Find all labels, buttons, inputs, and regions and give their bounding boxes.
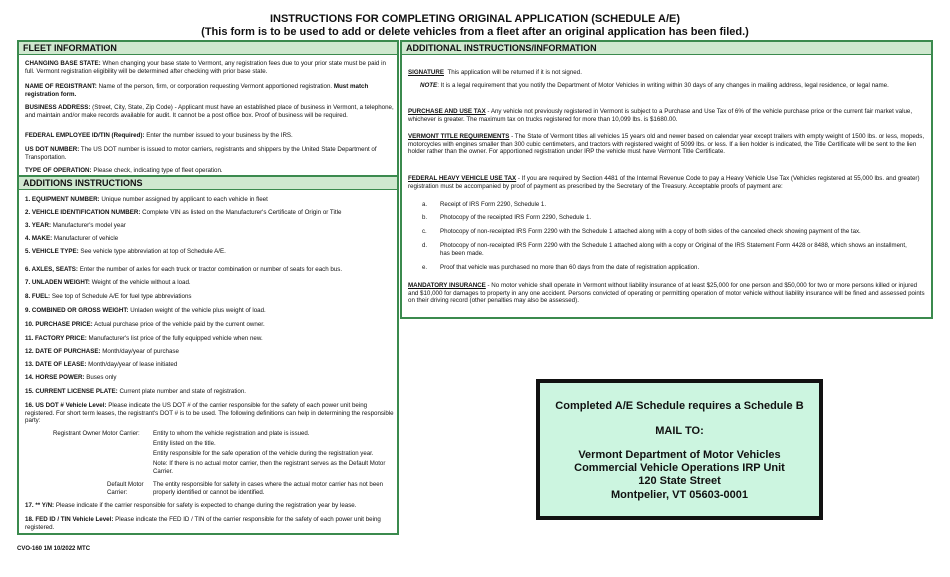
default-motor-carrier-label: Default Motor Carrier: [107, 481, 144, 496]
signature-note: SIGNATURE This application will be returned if it is not signed. [408, 69, 582, 76]
additions-instructions-header: ADDITIONS INSTRUCTIONS [19, 177, 397, 190]
mail-address-line: Vermont Department of Motor Vehicles [578, 449, 781, 461]
owner-line: Entity to whom the vehicle registration and plate is issued. [153, 430, 310, 437]
instruction-item: 9. COMBINED OR GROSS WEIGHT: Unladen weight of the vehicle plus weight of load. [25, 307, 266, 314]
proof-letter: c. [422, 228, 427, 235]
mail-address-line: Commercial Vehicle Operations IRP Unit [574, 462, 785, 474]
instruction-item: 1. EQUIPMENT NUMBER: Unique number assigned by applicant to each vehicle in fleet [25, 196, 268, 203]
instruction-item: 15. CURRENT LICENSE PLATE: Current plate number and state of registration. [25, 388, 247, 395]
proof-letter: b. [422, 214, 428, 221]
fleet-information-header: FLEET INFORMATION [19, 42, 397, 55]
instruction-item: 14. HORSE POWER: Buses only [25, 374, 117, 381]
additional-instructions-panel [400, 40, 933, 319]
federal-employee-id: FEDERAL EMPLOYEE ID/TIN (Required): Enter the number issued to your business by the IRS. [25, 132, 293, 139]
proof-letter: a. [422, 201, 428, 208]
form-subtitle: (This form is to be used to add or delete vehicles from a fleet after an original application has been filed.) [201, 26, 749, 38]
fleet-information-panel [17, 40, 399, 177]
form-number: CVO-160 1M 10/2022 MTC [17, 546, 91, 552]
instruction-item: 16. US DOT # Vehicle Level: Please indicate the US DOT # of the carrier responsible for the safety of each power unit being registered. For short term leases, the registrant's DOT # is to be used. The following definitions can help in determining the responsible party: [25, 402, 394, 424]
proof-text: Proof that vehicle was purchased no more than 60 days from the date of registration application. [440, 264, 700, 271]
proof-text: Photocopy of non-receipted IRS Form 2290 with the Schedule 1 attached along with a copy of both sides of the canceled check showing payment of the tax. [440, 228, 861, 235]
owner-line: Note: If there is no actual motor carrier, then the registrant serves as the Default Motor Carrier. [153, 460, 386, 475]
mandatory-insurance: MANDATORY INSURANCE - No motor vehicle shall operate in Vermont without liability insurance of at least $25,000 for one person and $50,000 for two or more persons killed or injured and $10,000 for damages to property in any one accident. Persons convicted of operating or permitting operation of motor vehicle without liability insurance will be fined and assessed points on their driving record (other penalties may also be assessed). [408, 282, 925, 304]
instruction-item: 3. YEAR: Manufacturer's model year [25, 222, 126, 229]
federal-heavy-vehicle-use-tax: FEDERAL HEAVY VEHICLE USE TAX - If you are required by Section 4481 of the Internal Revenue Code to pay a Heavy Vehicle Use Tax (Vehicles registered at 55,000 lbs. and greater) registration must be accompanied by proof of payment as prescribed by the Secretary of the Treasury. Acceptable proofs of payment are: [408, 175, 920, 190]
changing-base-state: CHANGING BASE STATE: When changing your base state to Vermont, any registration fees due to your prior state must be paid in full. Vermont registration eligibility will be determined after checking with prior base state. [25, 60, 386, 75]
vermont-title-requirements: VERMONT TITLE REQUIREMENTS - The State of Vermont titles all vehicles 15 years old and newer based on calendar year except trailers with empty weight of 1500 lbs. or less, mopeds, motorcycles with engines smaller than 300 cubic centimeters, and tractors with registered weight of 5099 lbs. or less. If a lien holder is indicated, the Title Certificate will be sent to the lien holder rather than the owner. For apportioned registration under IRP the vehicle must have Vermont Title Certificate. [408, 133, 925, 155]
instruction-item: 17. ** Y/N: Please indicate if the carrier responsible for safety is expected to change during the registration year by lease. [25, 502, 357, 509]
instruction-item: 12. DATE OF PURCHASE: Month/day/year of purchase [25, 348, 179, 355]
instruction-item: 2. VEHICLE IDENTIFICATION NUMBER: Complete VIN as listed on the Manufacturer's Certificate of Origin or Title [25, 209, 342, 216]
form-title: INSTRUCTIONS FOR COMPLETING ORIGINAL APPLICATION (SCHEDULE A/E) [269, 13, 681, 25]
owner-line: Entity responsible for the safe operation of the vehicle during the registration year. [153, 450, 374, 457]
default-motor-carrier-text: The entity responsible for safety in cases where the actual motor carrier has not been properly identified or cannot be identified. [153, 481, 383, 496]
mail-to-label: MAIL TO: [655, 425, 704, 437]
notify-note: NOTE: It is a legal requirement that you notify the Department of Motor Vehicles in writing within 30 days of any changes in mailing address, legal residence, or legal name. [420, 82, 889, 89]
us-dot-number: US DOT NUMBER: The US DOT number is issued to motor carriers, registrants and shippers by the United State Department of Transportation. [25, 146, 377, 161]
mail-address-line: Montpelier, VT 05603-0001 [611, 489, 748, 501]
purchase-use-tax: PURCHASE AND USE TAX - Any vehicle not previously registered in Vermont is subject to a Purchase and Use Tax of 6% of the vehicle purchase price or the current fair market value, whichever is greater. The maximum tax on trucks registered for more than 10,099 lbs. is $1680.00. [408, 108, 913, 123]
instruction-item: 10. PURCHASE PRICE: Actual purchase price of the vehicle paid by the current owner. [25, 321, 265, 328]
additions-instructions-panel [17, 177, 399, 535]
proof-text: Photocopy of non-receipted IRS Form 2290 with the Schedule 1 attached along with a copy or Original of the IRS Statement Form 4428 or 8488, which shows an installment, has been made. [440, 242, 907, 257]
instruction-item: 18. FED ID / TIN Vehicle Level: Please indicate the FED ID / TIN of the carrier responsible for the safety of each power unit being registered. [25, 516, 381, 531]
instruction-item: 13. DATE OF LEASE: Month/day/year of lease initiated [25, 361, 178, 368]
instruction-item: 6. AXLES, SEATS: Enter the number of axles for each truck or tractor combination or number of seats for each bus. [25, 266, 343, 273]
proof-letter: e. [422, 264, 428, 271]
name-of-registrant: NAME OF REGISTRANT: Name of the person, firm, or corporation requesting Vermont apportioned registration. Must match registration form. [25, 83, 369, 98]
instruction-item: 7. UNLADEN WEIGHT: Weight of the vehicle without a load. [25, 279, 191, 286]
proof-letter: d. [422, 242, 428, 249]
mail-address-line: 120 State Street [638, 475, 721, 487]
mail-to-box [536, 379, 823, 520]
owner-motor-carrier-label: Registrant Owner Motor Carrier: [53, 430, 140, 437]
instruction-item: 5. VEHICLE TYPE: See vehicle type abbreviation at top of Schedule A/E. [25, 248, 226, 255]
owner-line: Entity listed on the title. [153, 440, 216, 447]
additional-instructions-header: ADDITIONAL INSTRUCTIONS/INFORMATION [402, 42, 931, 55]
instruction-item: 4. MAKE: Manufacturer of vehicle [25, 235, 119, 242]
proof-text: Receipt of IRS Form 2290, Schedule 1. [440, 201, 547, 208]
business-address: BUSINESS ADDRESS: (Street, City, State, Zip Code) - Applicant must have an established place of business in Vermont, a telephone, and maintain and/or make records available for audit. It cannot be a post office box. Proof of business will be required. [25, 104, 394, 119]
schedule-b-requirement: Completed A/E Schedule requires a Schedule B [555, 400, 804, 412]
instruction-item: 11. FACTORY PRICE: Manufacturer's list price of the fully equipped vehicle when new. [25, 335, 263, 342]
type-of-operation: TYPE OF OPERATION: Please check, indicating type of fleet operation. [25, 167, 223, 174]
instruction-item: 8. FUEL: See top of Schedule A/E for fuel type abbreviations [25, 293, 192, 300]
proof-text: Photocopy of the receipted IRS Form 2290, Schedule 1. [440, 214, 592, 221]
